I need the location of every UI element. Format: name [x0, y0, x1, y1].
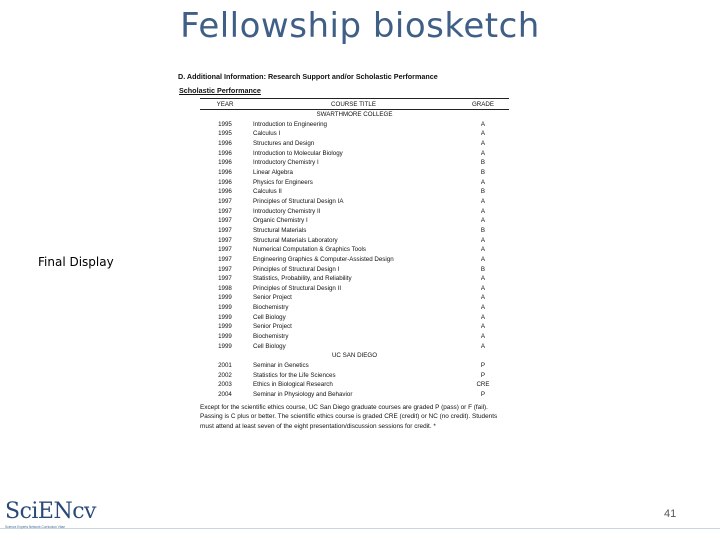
- grade-cell: A: [480, 323, 486, 331]
- table-row: [200, 303, 509, 313]
- table-row: [200, 139, 509, 149]
- grade-cell: A: [480, 139, 486, 147]
- logo-wordmark: SciENcv: [5, 499, 96, 524]
- grade-cell: A: [480, 246, 486, 254]
- table-row: [200, 342, 509, 352]
- year-cell: 1996: [218, 178, 232, 186]
- table-row: [200, 197, 509, 207]
- course-title-cell: Structural Materials: [253, 226, 307, 234]
- final-display-label: Final Display: [38, 255, 114, 269]
- grade-cell: A: [480, 120, 486, 128]
- grade-cell: A: [480, 313, 486, 321]
- grade-cell: A: [480, 217, 486, 225]
- page-number: 41: [664, 508, 677, 520]
- table-row: [200, 293, 509, 303]
- biosketch-document: [178, 70, 518, 431]
- grade-cell: A: [480, 130, 486, 138]
- slide-title: Fellowship biosketch: [180, 6, 540, 46]
- grade-cell: P: [480, 371, 486, 379]
- year-cell: 1996: [218, 168, 232, 176]
- course-title-cell: Organic Chemistry I: [253, 217, 308, 225]
- grade-cell: A: [480, 255, 486, 263]
- table-row: [200, 255, 509, 265]
- course-title-cell: Cell Biology: [253, 313, 286, 321]
- course-title-cell: Physics for Engineers: [253, 178, 313, 186]
- year-cell: 1997: [218, 275, 232, 283]
- course-title-cell: Senior Project: [253, 323, 292, 331]
- course-title-cell: Cell Biology: [253, 342, 286, 350]
- year-cell: 1999: [218, 323, 232, 331]
- grade-cell: A: [480, 333, 486, 341]
- logo-tagline: Science Experts Network Curriculum Vitae: [5, 525, 65, 529]
- course-title-cell: Structural Materials Laboratory: [253, 236, 338, 244]
- course-title-cell: Senior Project: [253, 294, 292, 302]
- grade-cell: A: [480, 294, 486, 302]
- table-row: [200, 120, 509, 130]
- course-title-cell: Principles of Structural Design IA: [253, 197, 344, 205]
- course-title-cell: Introductory Chemistry I: [253, 159, 319, 167]
- year-cell: 2001: [218, 362, 232, 370]
- year-cell: 1997: [218, 236, 232, 244]
- year-cell: 1997: [218, 207, 232, 215]
- year-cell: 2002: [218, 371, 232, 379]
- grade-column-header: GRADE: [457, 99, 509, 110]
- year-cell: 1997: [218, 265, 232, 273]
- grade-cell: A: [480, 207, 486, 215]
- table-row: [200, 226, 509, 236]
- table-row: [200, 265, 509, 275]
- year-cell: 1997: [218, 197, 232, 205]
- year-cell: 1997: [218, 217, 232, 225]
- year-cell: 1996: [218, 149, 232, 157]
- table-row: [200, 332, 509, 342]
- year-cell: 1995: [218, 130, 232, 138]
- table-row: [200, 158, 509, 168]
- year-cell: 1998: [218, 284, 232, 292]
- table-row: [200, 361, 509, 371]
- table-row: [200, 390, 509, 400]
- course-column-header: COURSE TITLE: [250, 99, 457, 110]
- year-cell: 1996: [218, 159, 232, 167]
- course-title-cell: Introduction to Engineering: [253, 120, 327, 128]
- table-row: [200, 284, 509, 294]
- course-title-cell: Biochemistry: [253, 333, 289, 341]
- footer-divider: [0, 528, 720, 529]
- course-title-cell: Seminar in Physiology and Behavior: [253, 391, 353, 399]
- year-cell: 1996: [218, 139, 232, 147]
- course-title-cell: Calculus II: [253, 188, 282, 196]
- sciencv-logo: [5, 501, 95, 529]
- grade-cell: A: [480, 236, 486, 244]
- school-row: [200, 351, 509, 361]
- course-title-cell: Introductory Chemistry II: [253, 207, 321, 215]
- grades-table-body: [200, 110, 509, 400]
- table-row: [200, 236, 509, 246]
- grade-cell: B: [480, 188, 486, 196]
- table-row: [200, 187, 509, 197]
- table-row: [200, 168, 509, 178]
- course-title-cell: Linear Algebra: [253, 168, 293, 176]
- table-header-row: [200, 99, 509, 110]
- year-column-header: YEAR: [200, 99, 250, 110]
- grade-cell: P: [480, 391, 486, 399]
- grade-cell: A: [480, 342, 486, 350]
- grade-cell: A: [480, 304, 486, 312]
- grade-cell: A: [480, 275, 486, 283]
- table-row: [200, 178, 509, 188]
- school-name: UC SAN DIEGO: [331, 352, 378, 360]
- course-title-cell: Engineering Graphics & Computer-Assisted Design: [253, 255, 394, 263]
- section-subheading: Scholastic Performance: [179, 86, 261, 95]
- grade-cell: A: [480, 149, 486, 157]
- course-title-cell: Introduction to Molecular Biology: [253, 149, 343, 157]
- school-row: [200, 110, 509, 120]
- year-cell: 1996: [218, 188, 232, 196]
- grades-table: [200, 98, 509, 400]
- course-title-cell: Numerical Computation & Graphics Tools: [253, 246, 367, 254]
- year-cell: 1999: [218, 304, 232, 312]
- course-title-cell: Principles of Structural Design I: [253, 265, 340, 273]
- year-cell: 2003: [218, 381, 232, 389]
- table-row: [200, 313, 509, 323]
- year-cell: 1997: [218, 226, 232, 234]
- grade-cell: P: [480, 362, 486, 370]
- course-title-cell: Statistics, Probability, and Reliability: [253, 275, 352, 283]
- school-name: SWARTHMORE COLLEGE: [316, 111, 393, 118]
- table-row: [200, 380, 509, 390]
- table-row: [200, 371, 509, 381]
- grade-cell: B: [480, 159, 486, 167]
- course-title-cell: Principles of Structural Design II: [253, 284, 342, 292]
- grade-cell: A: [480, 197, 486, 205]
- year-cell: 1999: [218, 342, 232, 350]
- grade-cell: B: [480, 168, 486, 176]
- table-row: [200, 207, 509, 217]
- year-cell: 1997: [218, 255, 232, 263]
- table-row: [200, 149, 509, 159]
- year-cell: 1995: [218, 120, 232, 128]
- course-title-cell: Seminar in Genetics: [253, 362, 309, 370]
- year-cell: 1999: [218, 294, 232, 302]
- year-cell: 1999: [218, 333, 232, 341]
- course-title-cell: Structures and Design: [253, 139, 315, 147]
- grading-note: Except for the scientific ethics course, UC San Diego graduate courses are graded P (pass) or F (fail). Passing is C plus or better. The scientific ethics course is graded CRE (credit) or NC (no credit). Students must attend at least seven of the eight presentation/discussion sessions for credit. *: [200, 403, 498, 430]
- grade-cell: B: [480, 265, 486, 273]
- table-row: [200, 322, 509, 332]
- course-title-cell: Calculus I: [253, 130, 281, 138]
- course-title-cell: Ethics in Biological Research: [253, 381, 333, 389]
- year-cell: 1997: [218, 246, 232, 254]
- table-row: [200, 216, 509, 226]
- year-cell: 1999: [218, 313, 232, 321]
- grade-cell: B: [480, 226, 486, 234]
- course-title-cell: Statistics for the Life Sciences: [253, 371, 336, 379]
- section-heading: D. Additional Information: Research Support and/or Scholastic Performance: [178, 72, 438, 81]
- year-cell: 2004: [218, 391, 232, 399]
- grade-cell: A: [480, 284, 486, 292]
- grade-cell: A: [480, 178, 486, 186]
- grade-cell: CRE: [476, 381, 490, 389]
- table-row: [200, 274, 509, 284]
- table-row: [200, 129, 509, 139]
- table-row: [200, 245, 509, 255]
- course-title-cell: Biochemistry: [253, 304, 289, 312]
